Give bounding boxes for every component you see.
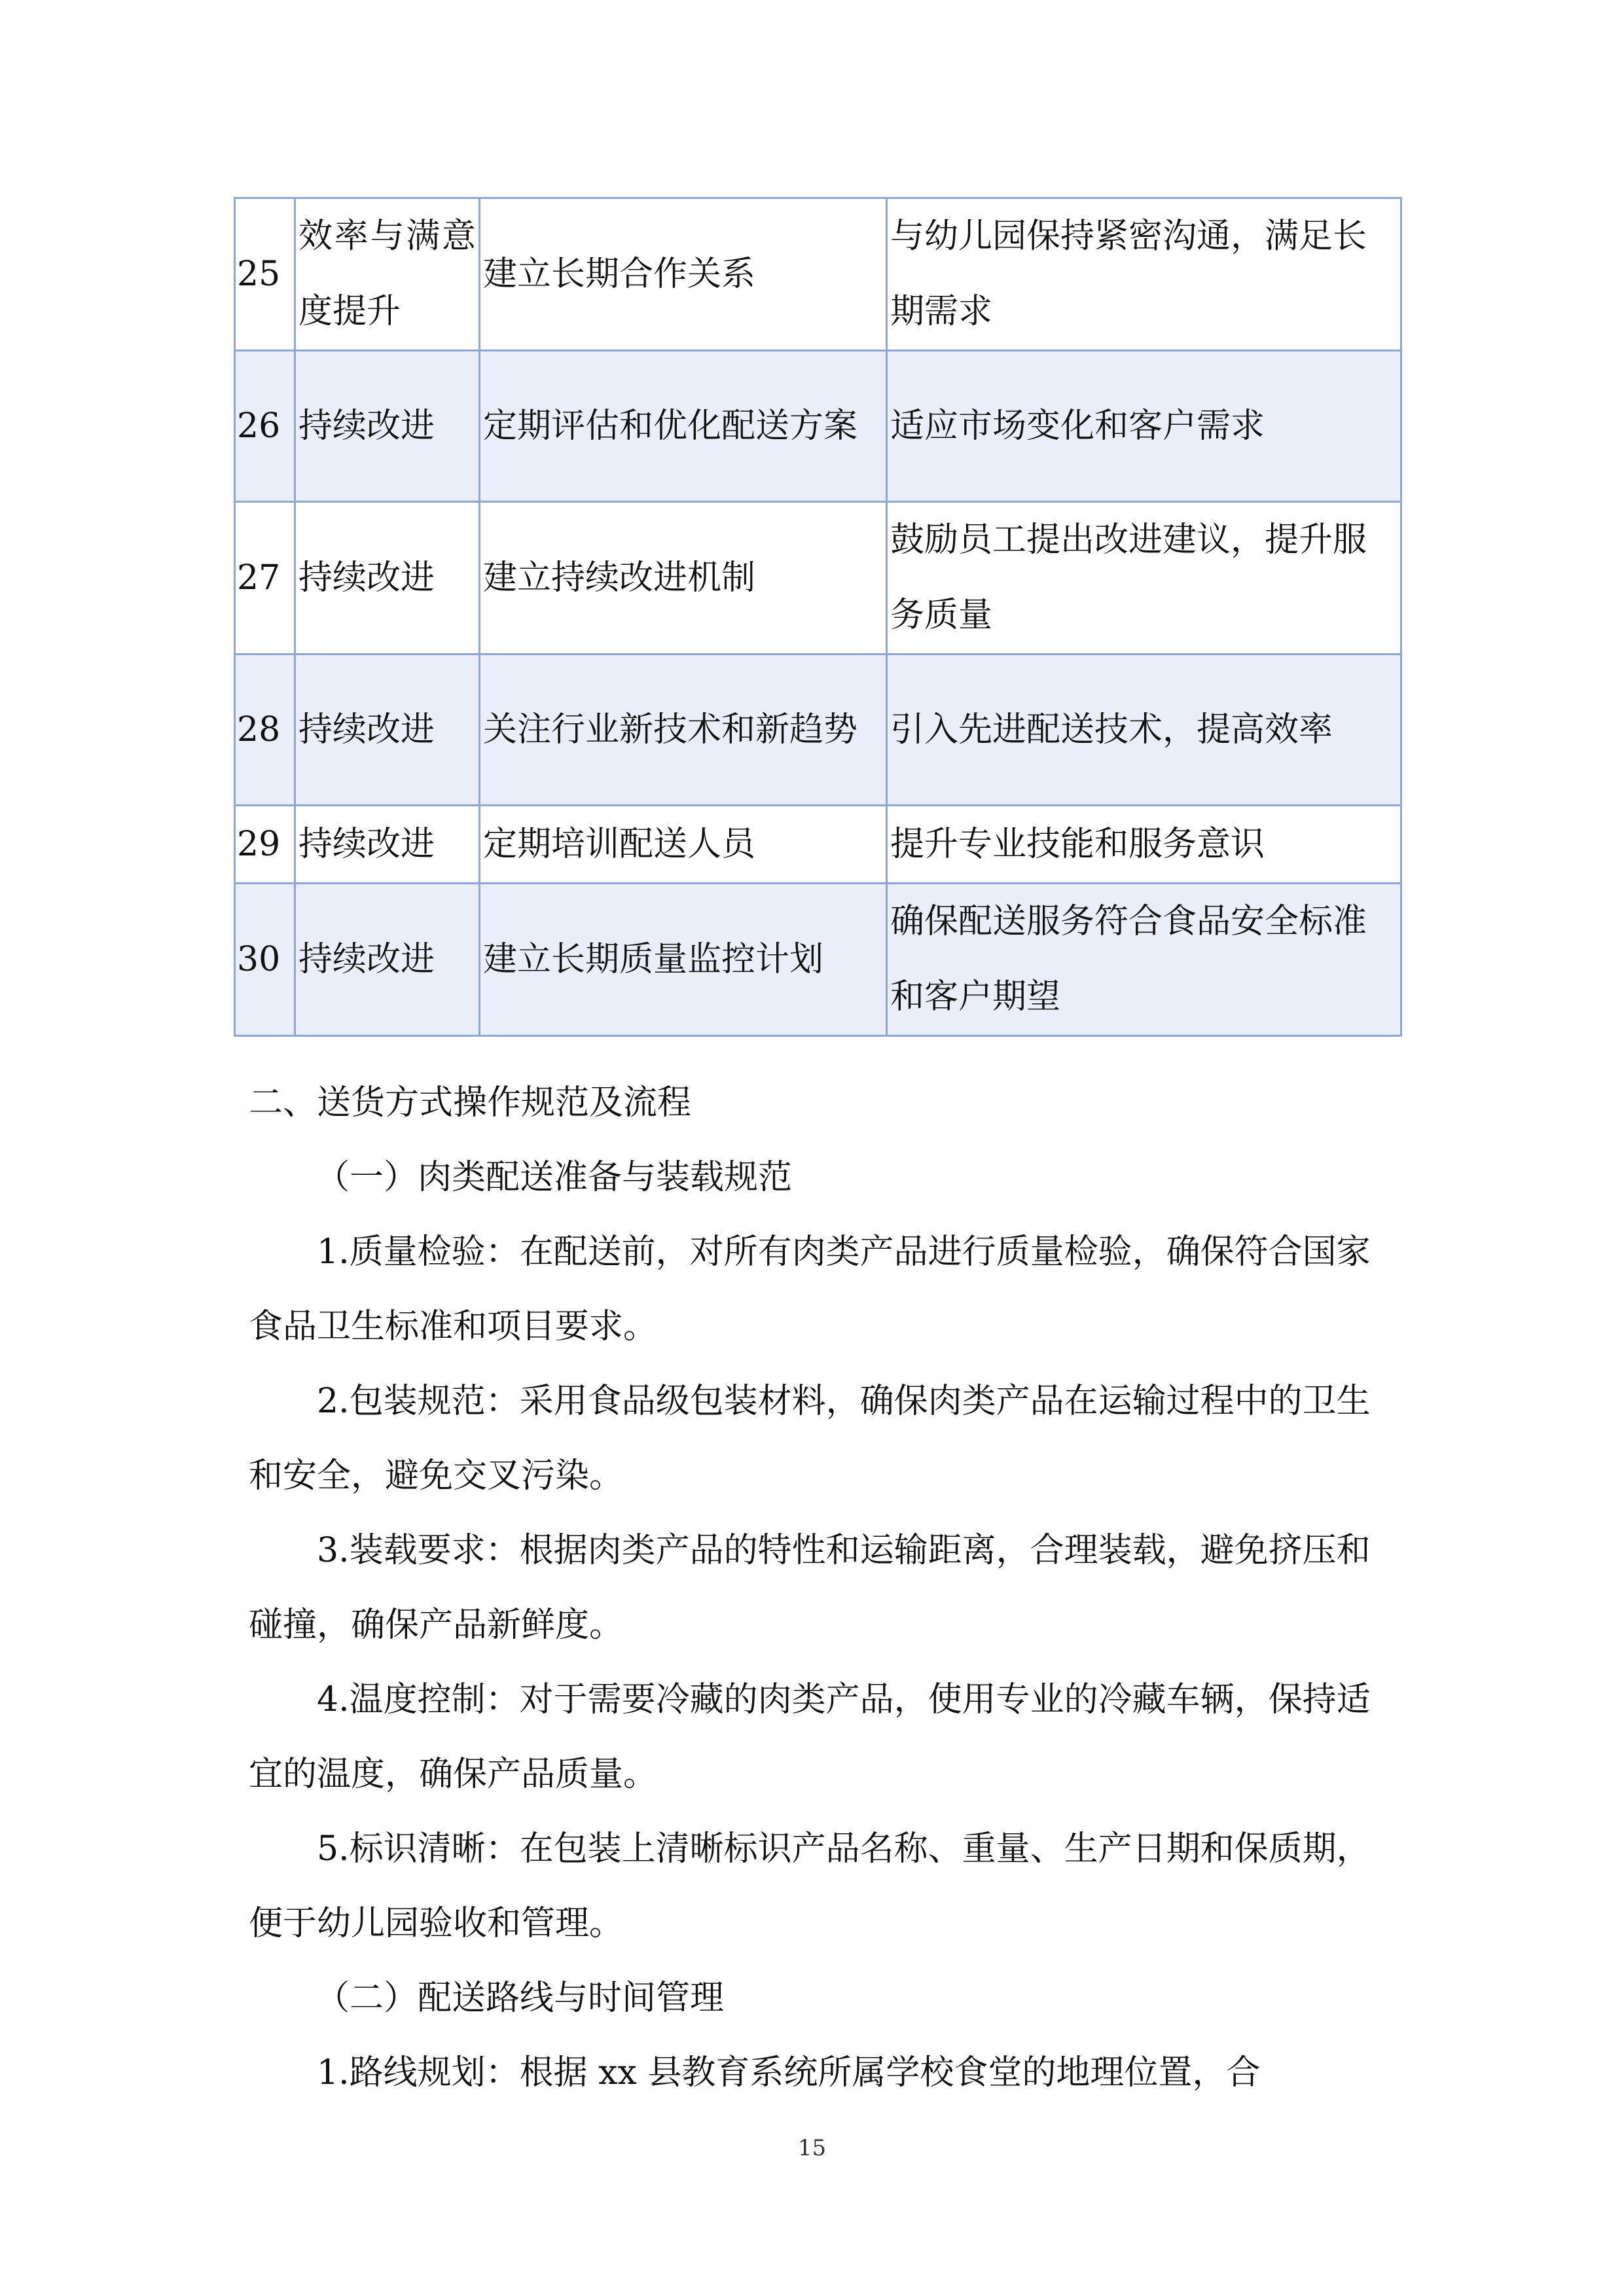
row-measure: 建立长期质量监控计划 (480, 884, 887, 1036)
row-number: 26 (235, 351, 295, 502)
row-measure: 定期培训配送人员 (480, 806, 887, 884)
table-row (235, 806, 1401, 884)
row-number: 29 (235, 806, 295, 884)
row-goal: 鼓励员工提出改进建议，提升服务质量 (887, 502, 1401, 655)
paragraph-labeling: 5.标识清晰：在包装上清晰标识产品名称、重量、生产日期和保质期，便于幼儿园验收和管理。 (249, 1829, 1371, 1943)
row-number: 28 (235, 655, 295, 806)
row-goal: 引入先进配送技术，提高效率 (887, 655, 1401, 806)
table-row (235, 351, 1401, 502)
row-measure: 建立长期合作关系 (480, 198, 887, 351)
subsection-heading-route: （二）配送路线与时间管理 (316, 1979, 725, 2018)
row-goal: 确保配送服务符合食品安全标准和客户期望 (887, 884, 1401, 1036)
row-goal: 与幼儿园保持紧密沟通，满足长期需求 (887, 198, 1401, 351)
paragraph-packaging: 2.包装规范：采用食品级包装材料，确保肉类产品在运输过程中的卫生和安全，避免交叉污染。 (249, 1382, 1371, 1496)
row-category: 持续改进 (295, 655, 480, 806)
row-number: 30 (235, 884, 295, 1036)
section-heading: 二、送货方式操作规范及流程 (249, 1083, 692, 1122)
row-number: 25 (235, 198, 295, 351)
row-measure: 建立持续改进机制 (480, 502, 887, 655)
row-goal: 提升专业技能和服务意识 (887, 806, 1401, 884)
table-row (235, 198, 1401, 351)
row-category: 持续改进 (295, 351, 480, 502)
row-goal: 适应市场变化和客户需求 (887, 351, 1401, 502)
paragraph-quality-check: 1.质量检验：在配送前，对所有肉类产品进行质量检验，确保符合国家食品卫生标准和项目要求。 (249, 1232, 1371, 1346)
row-category: 持续改进 (295, 884, 480, 1036)
paragraph-route-planning: 1.路线规划：根据 xx 县教育系统所属学校食堂的地理位置，合 (317, 2053, 1261, 2092)
row-measure: 定期评估和优化配送方案 (480, 351, 887, 502)
paragraph-loading: 3.装载要求：根据肉类产品的特性和运输距离，合理装载，避免挤压和碰撞，确保产品新鲜度。 (249, 1531, 1371, 1645)
page-number: 15 (797, 2135, 827, 2161)
paragraph-temperature: 4.温度控制：对于需要冷藏的肉类产品，使用专业的冷藏车辆，保持适宜的温度，确保产品质量。 (249, 1680, 1371, 1794)
table-row (235, 502, 1401, 655)
table-row (235, 884, 1401, 1036)
row-category: 持续改进 (295, 806, 480, 884)
subsection-heading-prep: （一）肉类配送准备与装载规范 (316, 1158, 793, 1197)
row-number: 27 (235, 502, 295, 655)
table-row (235, 655, 1401, 806)
row-category: 效率与满意度提升 (295, 198, 480, 351)
service-plan-table (234, 197, 1402, 1037)
row-category: 持续改进 (295, 502, 480, 655)
row-measure: 关注行业新技术和新趋势 (480, 655, 887, 806)
